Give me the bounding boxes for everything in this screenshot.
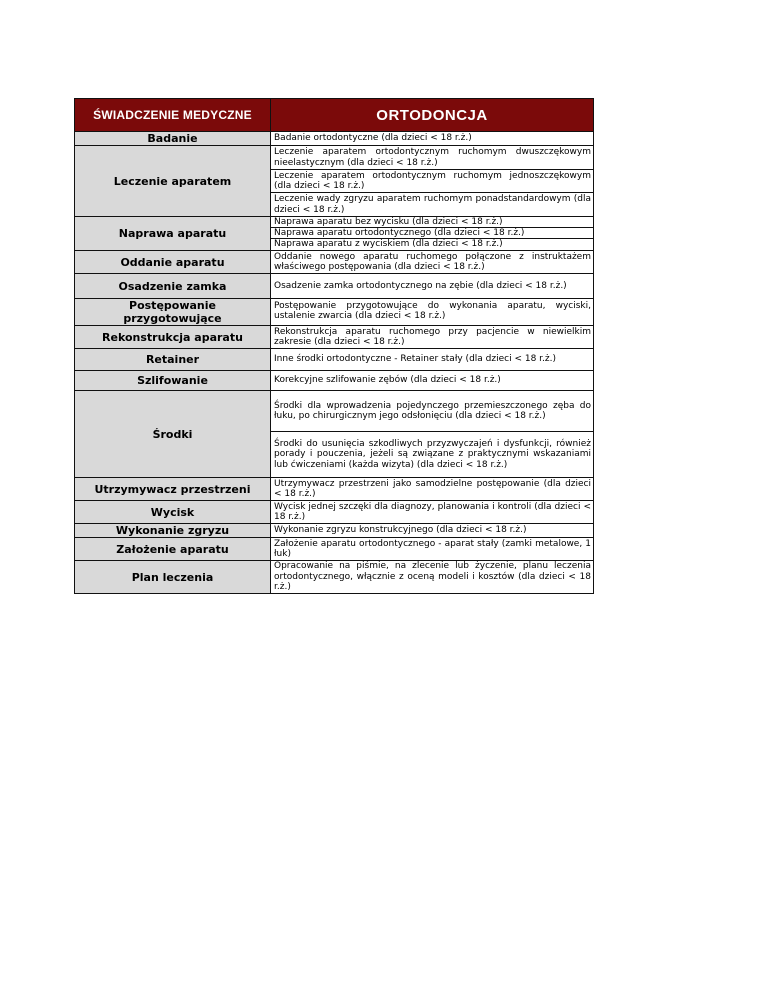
service-description-text: Środki do usunięcia szkodliwych przyzwyczajeń i dysfunkcji, również porady i pouczenia, jeżeli są związane z praktycznymi wskazaniami lub ćwiczeniami (każda wizyta) (dla dzieci < 18 r.ż.) bbox=[274, 438, 591, 470]
service-descriptions bbox=[271, 501, 593, 523]
table-row bbox=[75, 251, 593, 274]
service-description-text: Leczenie aparatem ortodontycznym ruchomym dwuszczękowym nieelastycznym (dla dzieci < 18 r.ż.) bbox=[274, 147, 591, 168]
service-descriptions bbox=[271, 217, 593, 250]
table-row bbox=[75, 326, 593, 349]
service-descriptions bbox=[271, 146, 593, 216]
service-descriptions bbox=[271, 371, 593, 390]
header-specialty-label: ORTODONCJA bbox=[376, 106, 488, 124]
service-category: Osadzenie zamka bbox=[75, 274, 271, 298]
service-description-text: Utrzymywacz przestrzeni jako samodzielne postępowanie (dla dzieci < 18 r.ż.) bbox=[274, 478, 591, 499]
table-row bbox=[75, 561, 593, 593]
service-descriptions bbox=[271, 524, 593, 537]
service-category: Postępowanie przygotowujące bbox=[75, 299, 271, 325]
service-description-text: Leczenie aparatem ortodontycznym ruchomym jednoszczękowym (dla dzieci < 18 r.ż.) bbox=[274, 170, 591, 191]
table-header bbox=[75, 99, 593, 132]
service-category: Utrzymywacz przestrzeni bbox=[75, 478, 271, 500]
table-row bbox=[75, 501, 593, 524]
service-category: Rekonstrukcja aparatu bbox=[75, 326, 271, 348]
service-descriptions bbox=[271, 326, 593, 348]
service-description-text: Wykonanie zgryzu konstrukcyjnego (dla dzieci < 18 r.ż.) bbox=[274, 524, 527, 535]
service-description-text: Rekonstrukcja aparatu ruchomego przy pacjencie w niewielkim zakresie (dla dzieci < 18 r.ż.) bbox=[274, 326, 591, 347]
services-table bbox=[74, 98, 594, 594]
service-descriptions bbox=[271, 274, 593, 298]
service-description bbox=[271, 146, 593, 170]
service-description bbox=[271, 391, 593, 432]
service-description bbox=[271, 239, 593, 250]
service-category: Wycisk bbox=[75, 501, 271, 523]
service-description-text: Naprawa aparatu bez wycisku (dla dzieci < 18 r.ż.) bbox=[274, 216, 503, 227]
service-description-text: Oddanie nowego aparatu ruchomego połączone z instruktażem właściwego postępowania (dla dzieci < 18 r.ż.) bbox=[274, 251, 591, 272]
service-description bbox=[271, 170, 593, 193]
service-category: Oddanie aparatu bbox=[75, 251, 271, 273]
service-description-text: Założenie aparatu ortodontycznego - aparat stały (zamki metalowe, 1 łuk) bbox=[274, 538, 591, 559]
service-description bbox=[271, 349, 593, 370]
service-description bbox=[271, 132, 593, 145]
table-row bbox=[75, 274, 593, 299]
service-description-text: Wycisk jednej szczęki dla diagnozy, planowania i kontroli (dla dzieci < 18 r.ż.) bbox=[274, 501, 591, 522]
service-category: Założenie aparatu bbox=[75, 538, 271, 560]
service-description bbox=[271, 251, 593, 273]
service-description-text: Naprawa aparatu ortodontycznego (dla dzieci < 18 r.ż.) bbox=[274, 227, 525, 238]
service-description-text: Postępowanie przygotowujące do wykonania aparatu, wyciski, ustalenie zwarcia (dla dzieci < 18 r.ż.) bbox=[274, 300, 591, 321]
service-description bbox=[271, 432, 593, 477]
service-description bbox=[271, 538, 593, 560]
service-category: Badanie bbox=[75, 132, 271, 145]
service-description bbox=[271, 299, 593, 323]
service-description bbox=[271, 524, 593, 536]
table-row bbox=[75, 538, 593, 561]
table-row bbox=[75, 217, 593, 251]
service-description bbox=[271, 228, 593, 239]
service-description-text: Korekcyjne szlifowanie zębów (dla dzieci < 18 r.ż.) bbox=[274, 375, 501, 386]
service-description bbox=[271, 274, 593, 298]
service-category: Retainer bbox=[75, 349, 271, 370]
table-row bbox=[75, 132, 593, 146]
service-descriptions bbox=[271, 478, 593, 500]
service-descriptions bbox=[271, 349, 593, 370]
service-description-text: Osadzenie zamka ortodontycznego na zębie (dla dzieci < 18 r.ż.) bbox=[274, 280, 567, 291]
service-description-text: Badanie ortodontyczne (dla dzieci < 18 r.ż.) bbox=[274, 133, 472, 144]
service-category: Środki bbox=[75, 391, 271, 477]
table-row bbox=[75, 391, 593, 478]
service-category: Naprawa aparatu bbox=[75, 217, 271, 250]
service-category: Szlifowanie bbox=[75, 371, 271, 390]
table-row bbox=[75, 349, 593, 371]
table-row bbox=[75, 524, 593, 538]
service-descriptions bbox=[271, 132, 593, 145]
service-description bbox=[271, 326, 593, 348]
service-descriptions bbox=[271, 251, 593, 273]
service-category: Leczenie aparatem bbox=[75, 146, 271, 216]
service-description bbox=[271, 478, 593, 500]
service-description bbox=[271, 217, 593, 228]
table-row bbox=[75, 146, 593, 217]
service-descriptions bbox=[271, 538, 593, 560]
service-description bbox=[271, 501, 593, 523]
table-row bbox=[75, 478, 593, 501]
service-category: Wykonanie zgryzu bbox=[75, 524, 271, 537]
service-description bbox=[271, 561, 593, 593]
service-description-text: Opracowanie na piśmie, na zlecenie lub życzenie, planu leczenia ortodontycznego, włącznie z oceną modeli i kosztów (dla dzieci < 18 r.ż.) bbox=[274, 561, 591, 593]
service-description bbox=[271, 193, 593, 216]
table-body bbox=[75, 132, 593, 593]
service-description bbox=[271, 371, 593, 390]
service-description-text: Inne środki ortodontyczne - Retainer stały (dla dzieci < 18 r.ż.) bbox=[274, 354, 556, 365]
service-category: Plan leczenia bbox=[75, 561, 271, 593]
table-row bbox=[75, 371, 593, 391]
service-descriptions bbox=[271, 299, 593, 325]
table-row bbox=[75, 299, 593, 326]
service-description-text: Leczenie wady zgryzu aparatem ruchomym ponadstandardowym (dla dzieci < 18 r.ż.) bbox=[274, 194, 591, 215]
service-description-text: Naprawa aparatu z wyciskiem (dla dzieci < 18 r.ż.) bbox=[274, 239, 503, 250]
header-service-label: ŚWIADCZENIE MEDYCZNE bbox=[75, 99, 271, 131]
service-descriptions bbox=[271, 391, 593, 477]
service-descriptions bbox=[271, 561, 593, 593]
service-description-text: Środki dla wprowadzenia pojedynczego przemieszczonego zęba do łuku, po chirurgicznym jego odsłonięciu (dla dzieci < 18 r.ż.) bbox=[274, 400, 591, 421]
